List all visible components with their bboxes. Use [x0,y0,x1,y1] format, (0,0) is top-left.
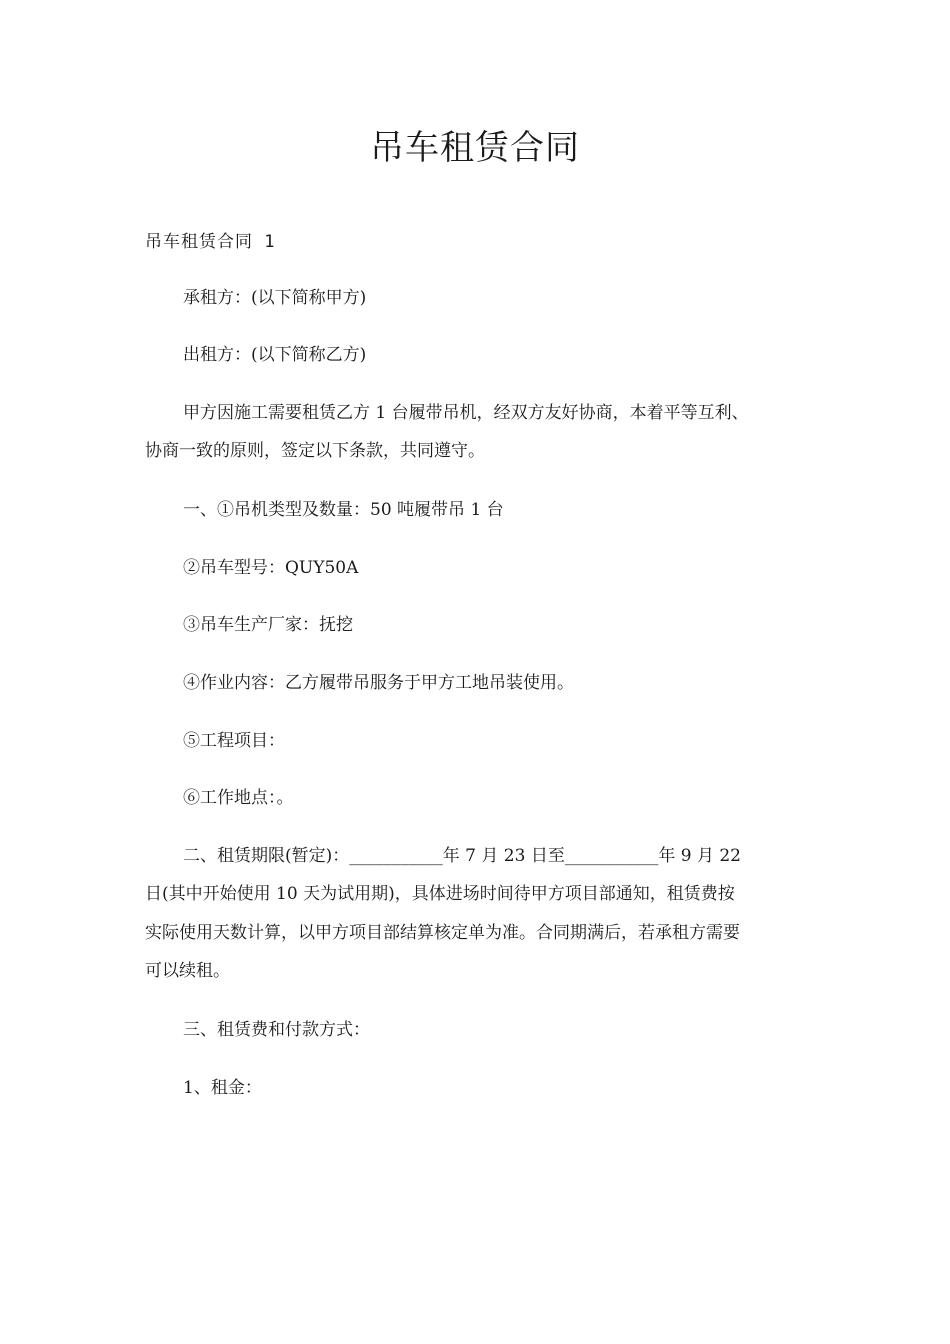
intro-paragraph-line-1: 甲方因施工需要租赁乙方 1 台履带吊机，经双方友好协商，本着平等互利、 [183,403,749,423]
payment-heading: 三、租赁费和付款方式： [183,1020,370,1040]
work-location-line: ⑥工作地点：。 [183,788,294,808]
contract-subtitle: 吊车租赁合同 1 [145,232,276,252]
document-title: 吊车租赁合同 [370,128,580,168]
manufacturer-line: ③吊车生产厂家：抚挖 [183,615,353,635]
intro-paragraph-line-2: 协商一致的原则，签定以下条款，共同遵守。 [145,441,485,461]
crane-type-line: 一、①吊机类型及数量：50 吨履带吊 1 台 [183,500,504,520]
crane-model-line: ②吊车型号：QUY50A [183,558,359,578]
lessee-line: 承租方：(以下简称甲方) [183,288,367,308]
lease-term-line-2: 日(其中开始使用 10 天为试用期)，具体进场时间待甲方项目部通知，租赁费按 [145,884,735,904]
lease-term-line-4: 可以续租。 [145,961,230,981]
rent-item: 1、租金： [183,1078,262,1098]
lease-term-line-3: 实际使用天数计算，以甲方项目部结算核定单为准。合同期满后，若承租方需要 [145,923,740,943]
lease-term-line-1: 二、租赁期限(暂定)：___________年 7 月 23 日至___________年 9 月 22 [183,846,741,866]
work-content-line: ④作业内容：乙方履带吊服务于甲方工地吊装使用。 [183,673,574,693]
lessor-line: 出租方：(以下简称乙方) [183,345,367,365]
project-line: ⑤工程项目： [183,731,285,751]
